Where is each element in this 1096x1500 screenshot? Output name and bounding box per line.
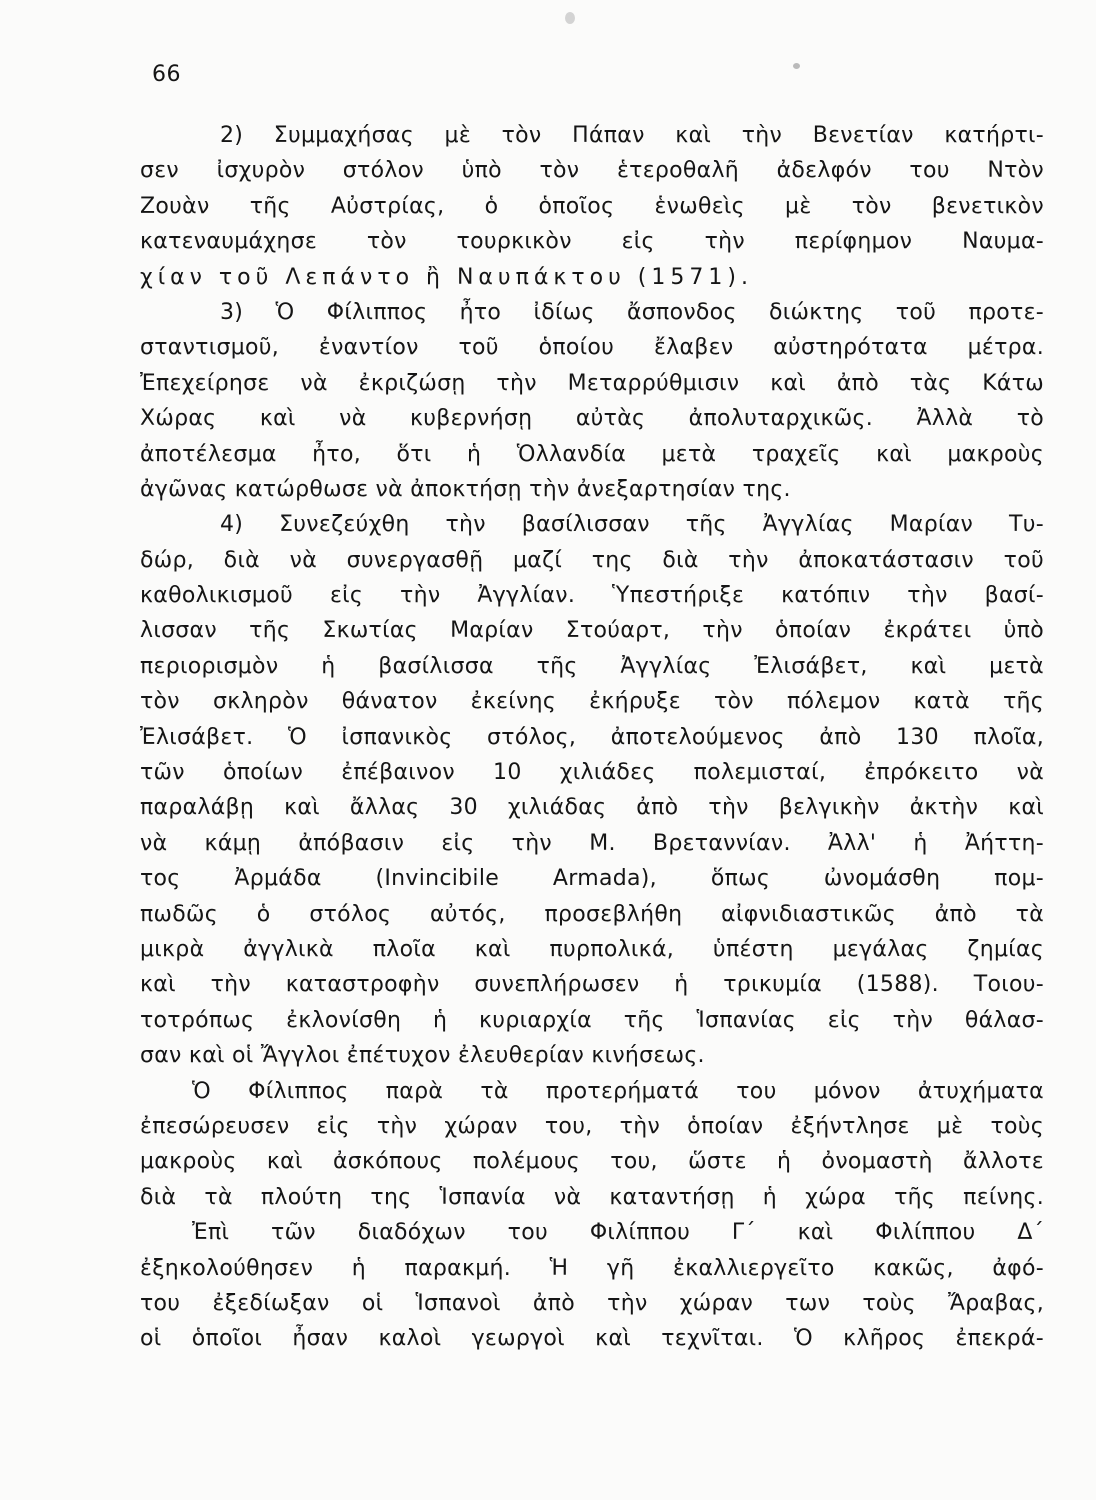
text-line: ἀγῶνας κατώρθωσε νὰ ἀποκτήσῃ τὴν ἀνεξαρτησίαν της.: [140, 476, 791, 502]
text-line: καὶ τὴν καταστροφὴν συνεπλήρωσεν ἡ τρικυμία (1588). Τοιου-: [140, 972, 1044, 998]
text-line: παραλάβῃ καὶ ἄλλας 30 χιλιάδας ἀπὸ τὴν βελγικὴν ἀκτὴν καὶ: [140, 795, 1044, 821]
scan-speck: [793, 63, 800, 69]
text-line: Χώρας καὶ νὰ κυβερνήσῃ αὐτὰς ἀπολυταρχικῶς. Ἀλλὰ τὸ: [140, 406, 1044, 432]
page-number: 66: [152, 62, 181, 87]
text-line: Ἐπεχείρησε νὰ ἐκριζώσῃ τὴν Μεταρρύθμισιν καὶ ἀπὸ τὰς Κάτω: [140, 370, 1044, 396]
text-line: σταντισμοῦ, ἐναντίον τοῦ ὁποίου ἔλαβεν αὐστηρότατα μέτρα.: [140, 335, 1044, 361]
text-line: ἀποτέλεσμα ἦτο, ὅτι ἡ Ὁλλανδία μετὰ τραχεῖς καὶ μακροὺς: [140, 441, 1044, 467]
text-line: σαν καὶ οἱ Ἄγγλοι ἐπέτυχον ἐλευθερίαν κινήσεως.: [140, 1043, 705, 1069]
text-line: καθολικισμοῦ εἰς τὴν Ἀγγλίαν. Ὑπεστήριξε κατόπιν τὴν βασί-: [140, 583, 1044, 609]
text-line: τὸν σκληρὸν θάνατον ἐκείνης ἐκήρυξε τὸν πόλεμον κατὰ τῆς: [140, 689, 1044, 715]
text-line: διὰ τὰ πλούτη της Ἱσπανία νὰ καταντήσῃ ἡ χώρα τῆς πείνης.: [140, 1184, 1044, 1210]
text-line: χίαν τοῦ Λεπάντο ἢ Ναυπάκτου (1571).: [140, 264, 753, 290]
text-line: τος Ἀρμάδα (Invincibile Armada), ὅπως ὠνομάσθη πομ-: [140, 866, 1044, 892]
text-line: Ἐπὶ τῶν διαδόχων του Φιλίππου Γ΄ καὶ Φιλίππου Δ΄: [192, 1220, 1044, 1246]
text-line: κατεναυμάχησε τὸν τουρκικὸν εἰς τὴν περίφημον Ναυμα-: [140, 229, 1044, 255]
text-line: δώρ, διὰ νὰ συνεργασθῇ μαζί της διὰ τὴν ἀποκατάστασιν τοῦ: [140, 547, 1044, 573]
text-line: ἐπεσώρευσεν εἰς τὴν χώραν του, τὴν ὁποίαν ἐξήντλησε μὲ τοὺς: [140, 1113, 1044, 1139]
body-text: [140, 118, 1044, 1357]
text-line: 4) Συνεζεύχθη τὴν βασίλισσαν τῆς Ἀγγλίας Μαρίαν Τυ-: [220, 512, 1044, 538]
text-line: του ἐξεδίωξαν οἱ Ἱσπανοὶ ἀπὸ τὴν χώραν των τοὺς Ἄραβας,: [140, 1290, 1044, 1316]
text-line: πωδῶς ὁ στόλος αὐτός, προσεβλήθη αἰφνιδιαστικῶς ἀπὸ τὰ: [140, 901, 1044, 927]
text-line: Ζουὰν τῆς Αὐστρίας, ὁ ὁποῖος ἑνωθεὶς μὲ τὸν βενετικὸν: [140, 193, 1044, 219]
text-line: 2) Συμμαχήσας μὲ τὸν Πάπαν καὶ τὴν Βενετίαν κατήρτι-: [220, 123, 1044, 148]
text-line: μικρὰ ἀγγλικὰ πλοῖα καὶ πυρπολικά, ὑπέστη μεγάλας ζημίας: [140, 936, 1044, 962]
text-line: περιορισμὸν ἡ βασίλισσα τῆς Ἀγγλίας Ἐλισάβετ, καὶ μετὰ: [140, 653, 1044, 679]
text-line: σεν ἰσχυρὸν στόλον ὑπὸ τὸν ἑτεροθαλῆ ἀδελφόν του Ντὸν: [140, 158, 1044, 184]
text-line: μακροὺς καὶ ἀσκόπους πολέμους του, ὥστε ἡ ὀνομαστὴ ἄλλοτε: [140, 1149, 1044, 1175]
text-line: τοτρόπως ἐκλονίσθη ἡ κυριαρχία τῆς Ἱσπανίας εἰς τὴν θάλασ-: [140, 1007, 1044, 1033]
text-line: νὰ κάμῃ ἀπόβασιν εἰς τὴν Μ. Βρεταννίαν. Ἀλλ' ἡ Ἀήττη-: [140, 830, 1044, 856]
text-line: Ὁ Φίλιππος παρὰ τὰ προτερήματά του μόνον ἀτυχήματα: [192, 1078, 1044, 1104]
scan-speck: [565, 12, 575, 24]
text-line: 3) Ὁ Φίλιππος ἦτο ἰδίως ἄσπονδος διώκτης τοῦ προτε-: [220, 299, 1044, 325]
text-line: οἱ ὁποῖοι ἦσαν καλοὶ γεωργοὶ καὶ τεχνῖται. Ὁ κλῆρος ἐπεκρά-: [140, 1326, 1044, 1352]
text-line: λισσαν τῆς Σκωτίας Μαρίαν Στούαρτ, τὴν ὁποίαν ἐκράτει ὑπὸ: [140, 618, 1044, 644]
text-line: τῶν ὁποίων ἐπέβαινον 10 χιλιάδες πολεμισταί, ἐπρόκειτο νὰ: [140, 760, 1044, 786]
text-line: ἐξηκολούθησεν ἡ παρακμή. Ἡ γῆ ἐκαλλιεργεῖτο κακῶς, ἀφό-: [140, 1255, 1044, 1281]
text-line: Ἐλισάβετ. Ὁ ἰσπανικὸς στόλος, ἀποτελούμενος ἀπὸ 130 πλοῖα,: [140, 724, 1044, 750]
